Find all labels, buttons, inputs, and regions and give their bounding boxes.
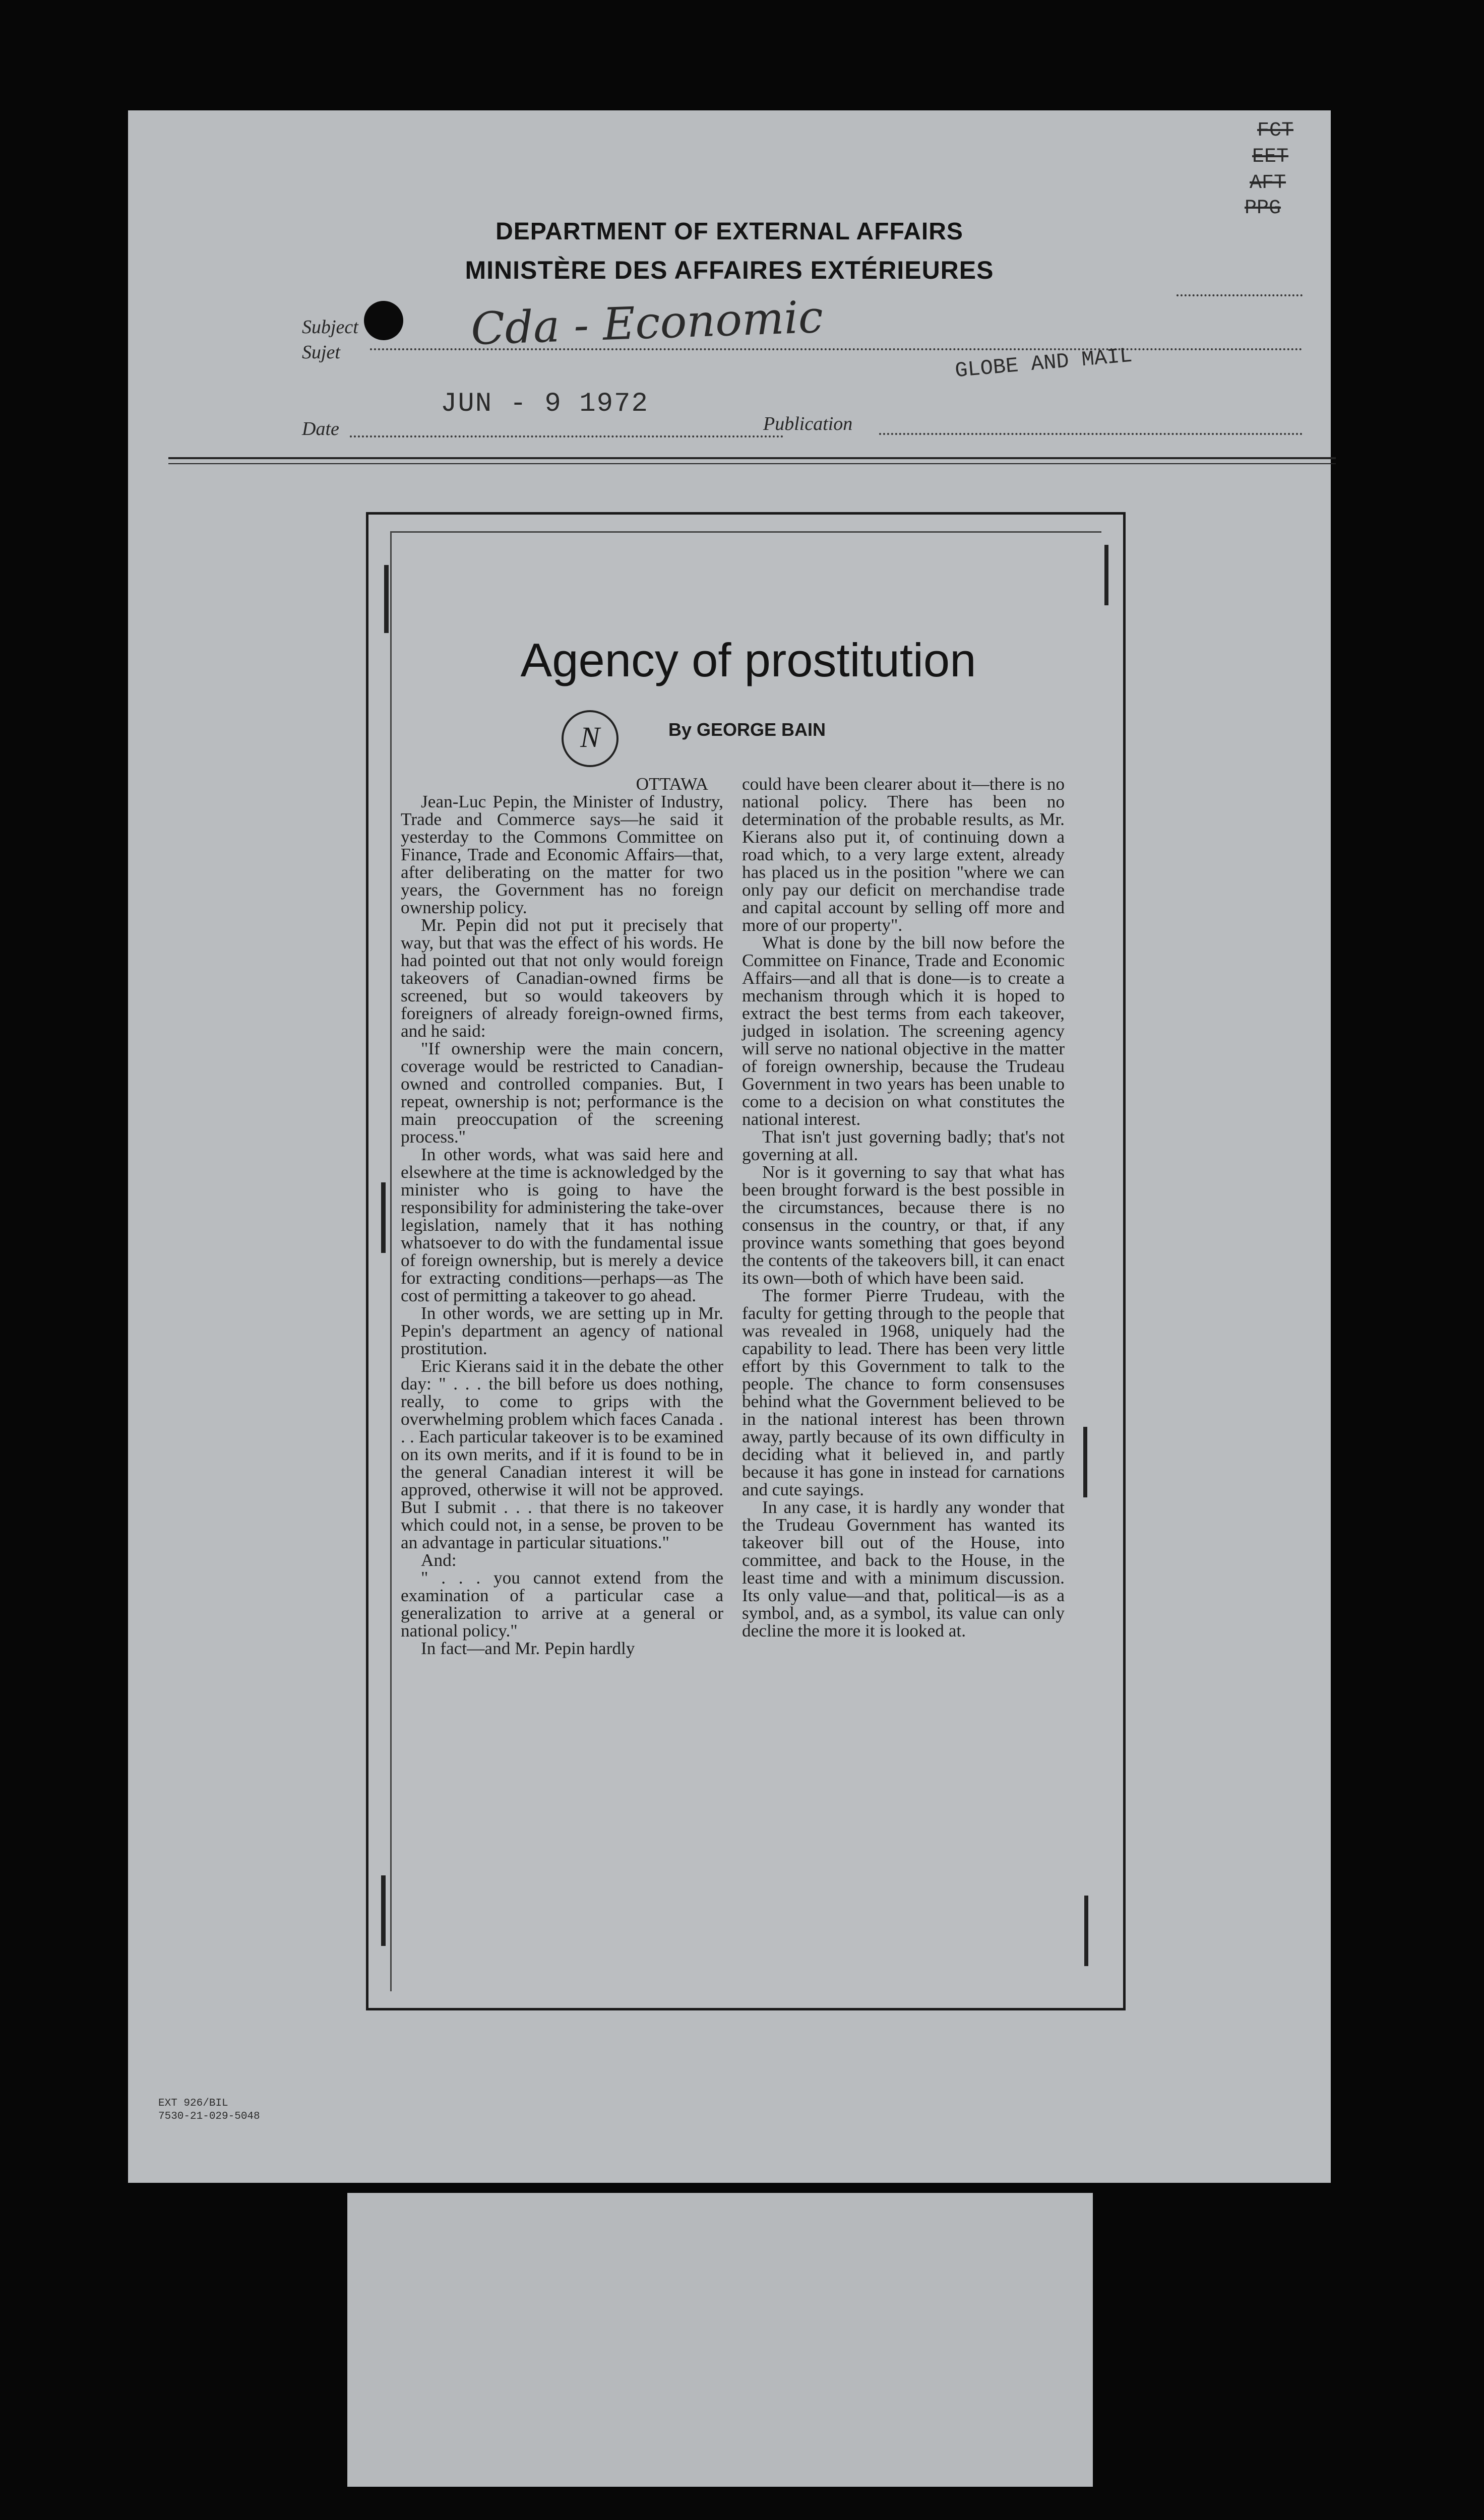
- paragraph: Jean-Luc Pepin, the Minister of Industry, Trade and Commerce says—he said it yesterday to the Commons Committee on Finance, Trade and Economic Affairs—that, after deliberating on the matter for two years, the Government has no foreign ownership policy.: [401, 792, 723, 917]
- paragraph: "If ownership were the main concern, coverage would be restricted to Canadian-owned and controlled companies. But, I repeat, ownership is not; performance is the main preoccupation of the screening process.": [401, 1039, 723, 1147]
- paragraph: In other words, what was said here and elsewhere at the time is acknowledged by the minister who is going to have the responsibility for administering the take-over legislation, namely that it has nothing whatsoever to do with the fundamental issue of foreign ownership, but is merely a device for extracting conditions—perhaps—as The cost of permitting a takeover to go ahead.: [401, 1145, 724, 1305]
- form-code-line-1: EXT 926/BIL: [158, 2098, 228, 2109]
- subject-label-fr: Sujet: [302, 342, 340, 363]
- form-code: [158, 2097, 260, 2123]
- paragraph: That isn't just governing badly; that's not governing at all.: [742, 1127, 1065, 1164]
- subject-value: Cda - Economic: [470, 290, 824, 355]
- department-title-fr: MINISTÈRE DES AFFAIRES EXTÉRIEURES: [465, 256, 994, 284]
- newspaper-clipping: [366, 512, 1126, 2010]
- publication-label: Publication: [763, 413, 853, 434]
- date-line: [350, 435, 783, 437]
- article-headline: Agency of prostitution: [520, 634, 976, 686]
- paragraph: In any case, it is hardly any wonder that the Trudeau Government has wanted its takeover bill out of the House, into committee, and back to the House, in the least time and with a minimum discussion. Its only value—and that, political—is as a symbol, and, as a symbol, its value can only decline the more it is looked at.: [742, 1497, 1065, 1641]
- paragraph: And:: [421, 1550, 457, 1570]
- margin-mark: [1083, 1427, 1087, 1497]
- corner-mark-2: EET: [1252, 146, 1289, 168]
- paragraph: Mr. Pepin did not put it precisely that way, but that was the effect of his words. He had pointed out that not only would foreign takeovers of Canadian-owned firms be screened, but so would takeovers by foreigners of already foreign-owned firms, and he said:: [401, 915, 723, 1041]
- header-rule-2: [168, 463, 1336, 464]
- publication-value: GLOBE AND MAIL: [954, 343, 1134, 384]
- paragraph: could have been clearer about it—there is no national policy. There has been no determination of the probable results, as Mr. Kierans also put it, of continuing down a road which, to a very large extent, already has placed us in the position "where we can only pay our deficit on merchandise trade and capital account by selling off more and more of our property".: [742, 774, 1065, 935]
- margin-mark: [1084, 1896, 1088, 1966]
- circled-mark: N: [562, 710, 619, 767]
- header-dotted-line: [1177, 294, 1303, 296]
- corner-mark-4: PPG: [1245, 197, 1281, 220]
- corner-mark-1: FCT: [1257, 119, 1294, 142]
- paragraph: " . . . you cannot extend from the examination of a particular case a generalization to arrive at a general or national policy.": [401, 1568, 723, 1641]
- article-column-1: [401, 775, 723, 1657]
- date-value: JUN - 9 1972: [441, 389, 649, 419]
- subject-label: Subject: [302, 317, 358, 338]
- paragraph: In other words, we are setting up in Mr. Pepin's department an agency of national prostitution.: [401, 1303, 723, 1358]
- paragraph: What is done by the bill now before the Committee on Finance, Trade and Economic Affairs—and all that is done—is to create a mechanism through which it is hoped to extract the best terms from each takeover, judged in isolation. The screening agency will serve no national objective in the matter of foreign ownership, because the Trudeau Government in two years has been unable to come to a decision on what constitutes the national interest.: [742, 933, 1065, 1129]
- department-title-en: DEPARTMENT OF EXTERNAL AFFAIRS: [496, 218, 963, 245]
- header-rule: [168, 457, 1336, 459]
- article-column-2: [742, 775, 1065, 1640]
- paragraph: Nor is it governing to say that what has been brought forward is the best possible in the circumstances, because there is no consensus in the country, or that, if any province wants something that goes beyond the contents of the takeovers bill, it can enact its own—both of which have been said.: [742, 1162, 1065, 1288]
- dateline: OTTAWA: [636, 774, 708, 794]
- paragraph: The former Pierre Trudeau, with the faculty for getting through to the people that was revealed in 1968, uniquely had the capability to lead. There has been very little effort by this Government to talk to the people. The chance to form consensuses behind what the Government believed to be in the national interest has been thrown away, partly because of its own difficulty in deciding what it believed in, and partly because it has gone in instead for carnations and cute sayings.: [742, 1286, 1065, 1499]
- publication-line: [879, 433, 1303, 435]
- corner-mark-3: AFT: [1250, 172, 1286, 195]
- article-byline: By GEORGE BAIN: [668, 719, 826, 740]
- paragraph: In fact—and Mr. Pepin hardly: [421, 1639, 635, 1658]
- date-label: Date: [302, 418, 339, 439]
- margin-mark: [384, 565, 389, 633]
- margin-mark: [381, 1875, 386, 1946]
- margin-mark: [381, 1182, 386, 1253]
- form-code-line-2: 7530-21-029-5048: [158, 2111, 260, 2122]
- margin-mark: [1104, 545, 1108, 605]
- attached-slip: [347, 2193, 1093, 2487]
- punch-hole: [364, 301, 403, 340]
- subject-line: [370, 348, 1303, 350]
- paragraph: Eric Kierans said it in the debate the other day: " . . . the bill before us does nothing, really, to come to grips with the overwhelming problem which faces Canada . . . Each particular takeover is to be examined on its own merits, and if it is found to be in the general Canadian interest it will be approved, otherwise it will not be approved. But I submit . . . that there is no takeover which could not, in a sense, be proven to be an advantage in particular situations.": [401, 1356, 723, 1552]
